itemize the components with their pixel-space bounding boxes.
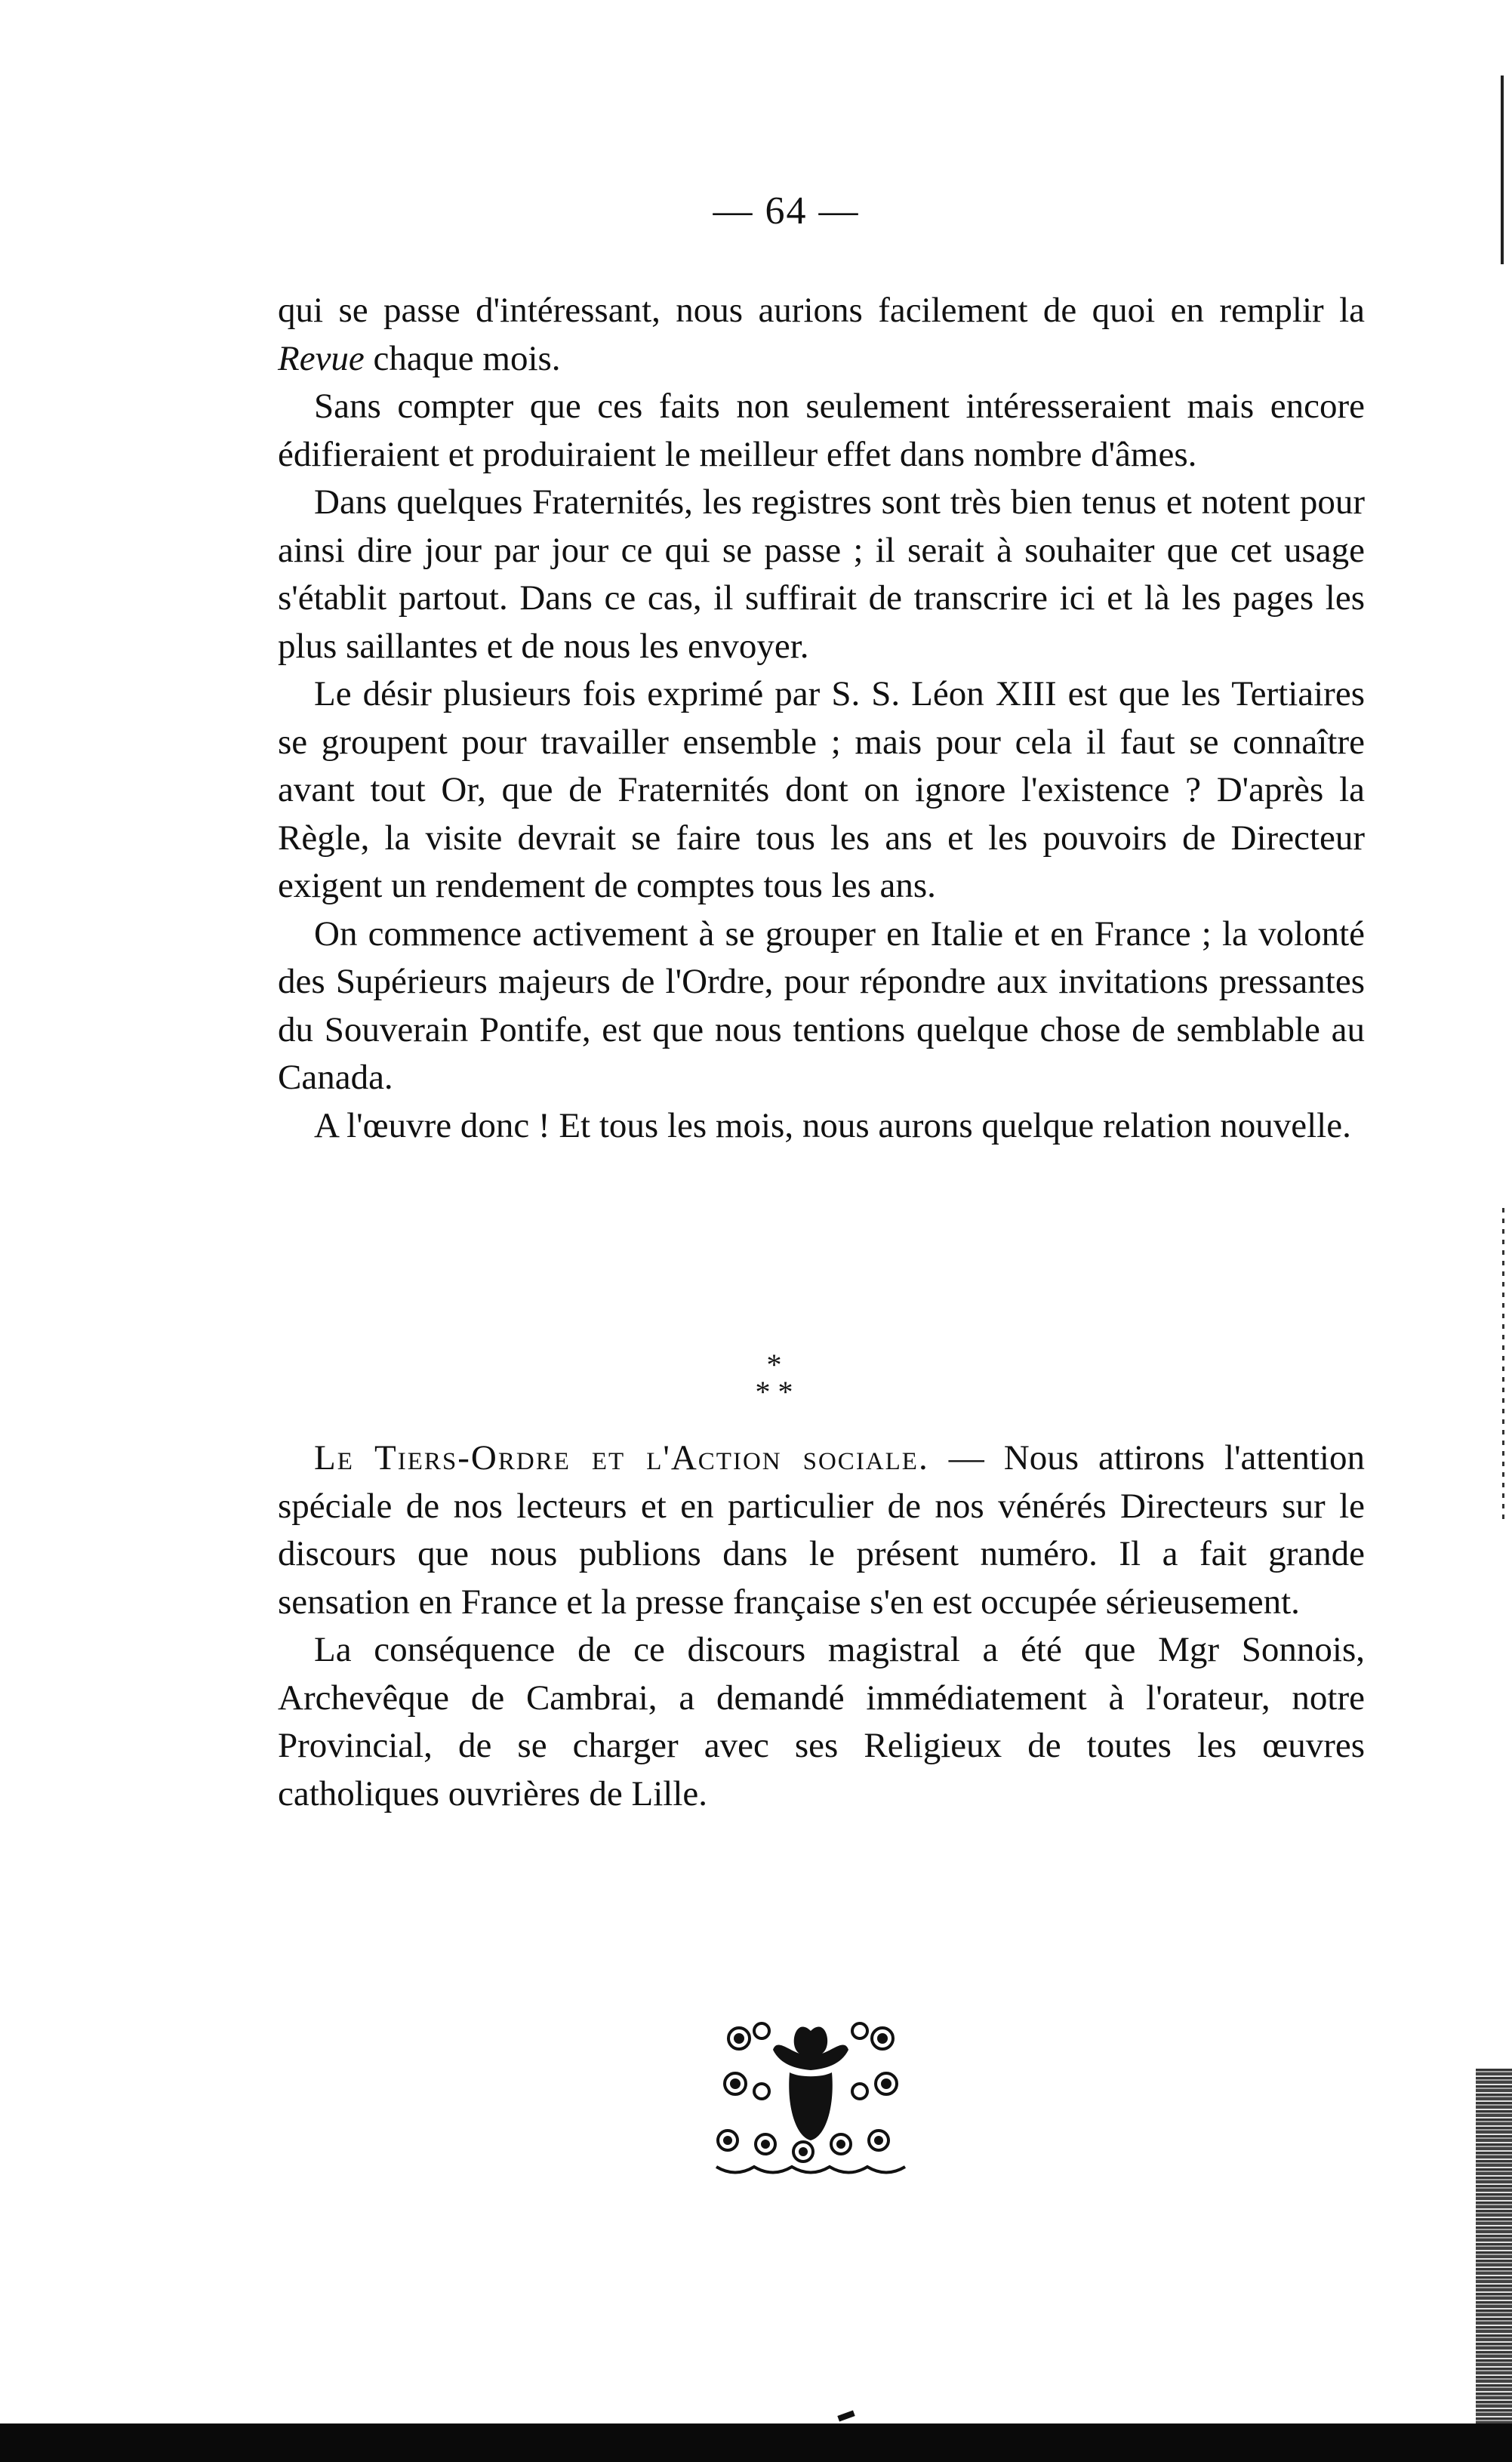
scan-mark (837, 2410, 855, 2421)
paragraph-5: On commence activement à se grouper en Italie et en France ; la volonté des Supérieurs majeurs de l'Ordre, pour répondre aux invitations pressantes du Souverain Pontife, est que nous tentions quelque chose de semblable au Canada. (278, 914, 1365, 1097)
paragraph-1: qui se passe d'intéressant, nous aurions facilement de quoi en remplir la Revue chaque mois. (278, 291, 1365, 378)
revue-italic: Revue (278, 338, 365, 378)
section-heading: Le Tiers-Ordre et l'Action sociale. (314, 1438, 929, 1478)
body-text-top (278, 287, 1365, 1150)
paragraph-2: Sans compter que ces faits non seulement intéresseraient mais encore édifieraient et produiraient le meilleur effet dans nombre d'âmes. (278, 387, 1365, 474)
floral-tailpiece-icon (705, 2008, 916, 2182)
body-text-section (278, 1434, 1365, 1818)
section-paragraph-1: Le Tiers-Ordre et l'Action sociale. — Nous attirons l'attention spéciale de nos lecteurs et en particulier de nos vénérés Directeurs sur le discours que nous publions dans le présent numéro. Il a fait grande sensation en France et la presse française s'en est occupée sérieusement. (278, 1438, 1365, 1622)
scan-edge-artifact (1476, 2069, 1512, 2431)
scan-bottom-bar (0, 2423, 1512, 2462)
paragraph-6: A l'œuvre donc ! Et tous les mois, nous aurons quelque relation nouvelle. (314, 1105, 1351, 1145)
scan-margin-line (1501, 75, 1504, 264)
page-number: — 64 — (713, 190, 860, 233)
paragraph-3: Dans quelques Fraternités, les registres sont très bien tenus et notent pour ainsi dire jour par jour ce qui se passe ; il serait à souhaiter que cet usage s'établit partout. Dans ce cas, il suffirait de transcrire ici et là les pages les plus saillantes et de nous les envoyer. (278, 482, 1365, 666)
paragraph-4: Le désir plusieurs fois exprimé par S. S. Léon XIII est que les Tertiaires se groupent pour travailler ensemble ; mais pour cela il faut se connaître avant tout Or, que de Fraternités dont on ignore l'existence ? D'après la Règle, la visite devrait se faire tous les ans et les pouvoirs de Directeur exigent un rendement de comptes tous les ans. (278, 674, 1365, 905)
section-paragraph-2: La conséquence de ce discours magistral a été que Mgr Sonnois, Archevêque de Cambrai, a demandé immédiatement à l'orateur, notre Provincial, de se charger avec ses Religieux de toutes les œuvres catholiques ouvrières de Lille. (278, 1630, 1365, 1813)
asterism-separator: * * * (755, 1348, 793, 1409)
